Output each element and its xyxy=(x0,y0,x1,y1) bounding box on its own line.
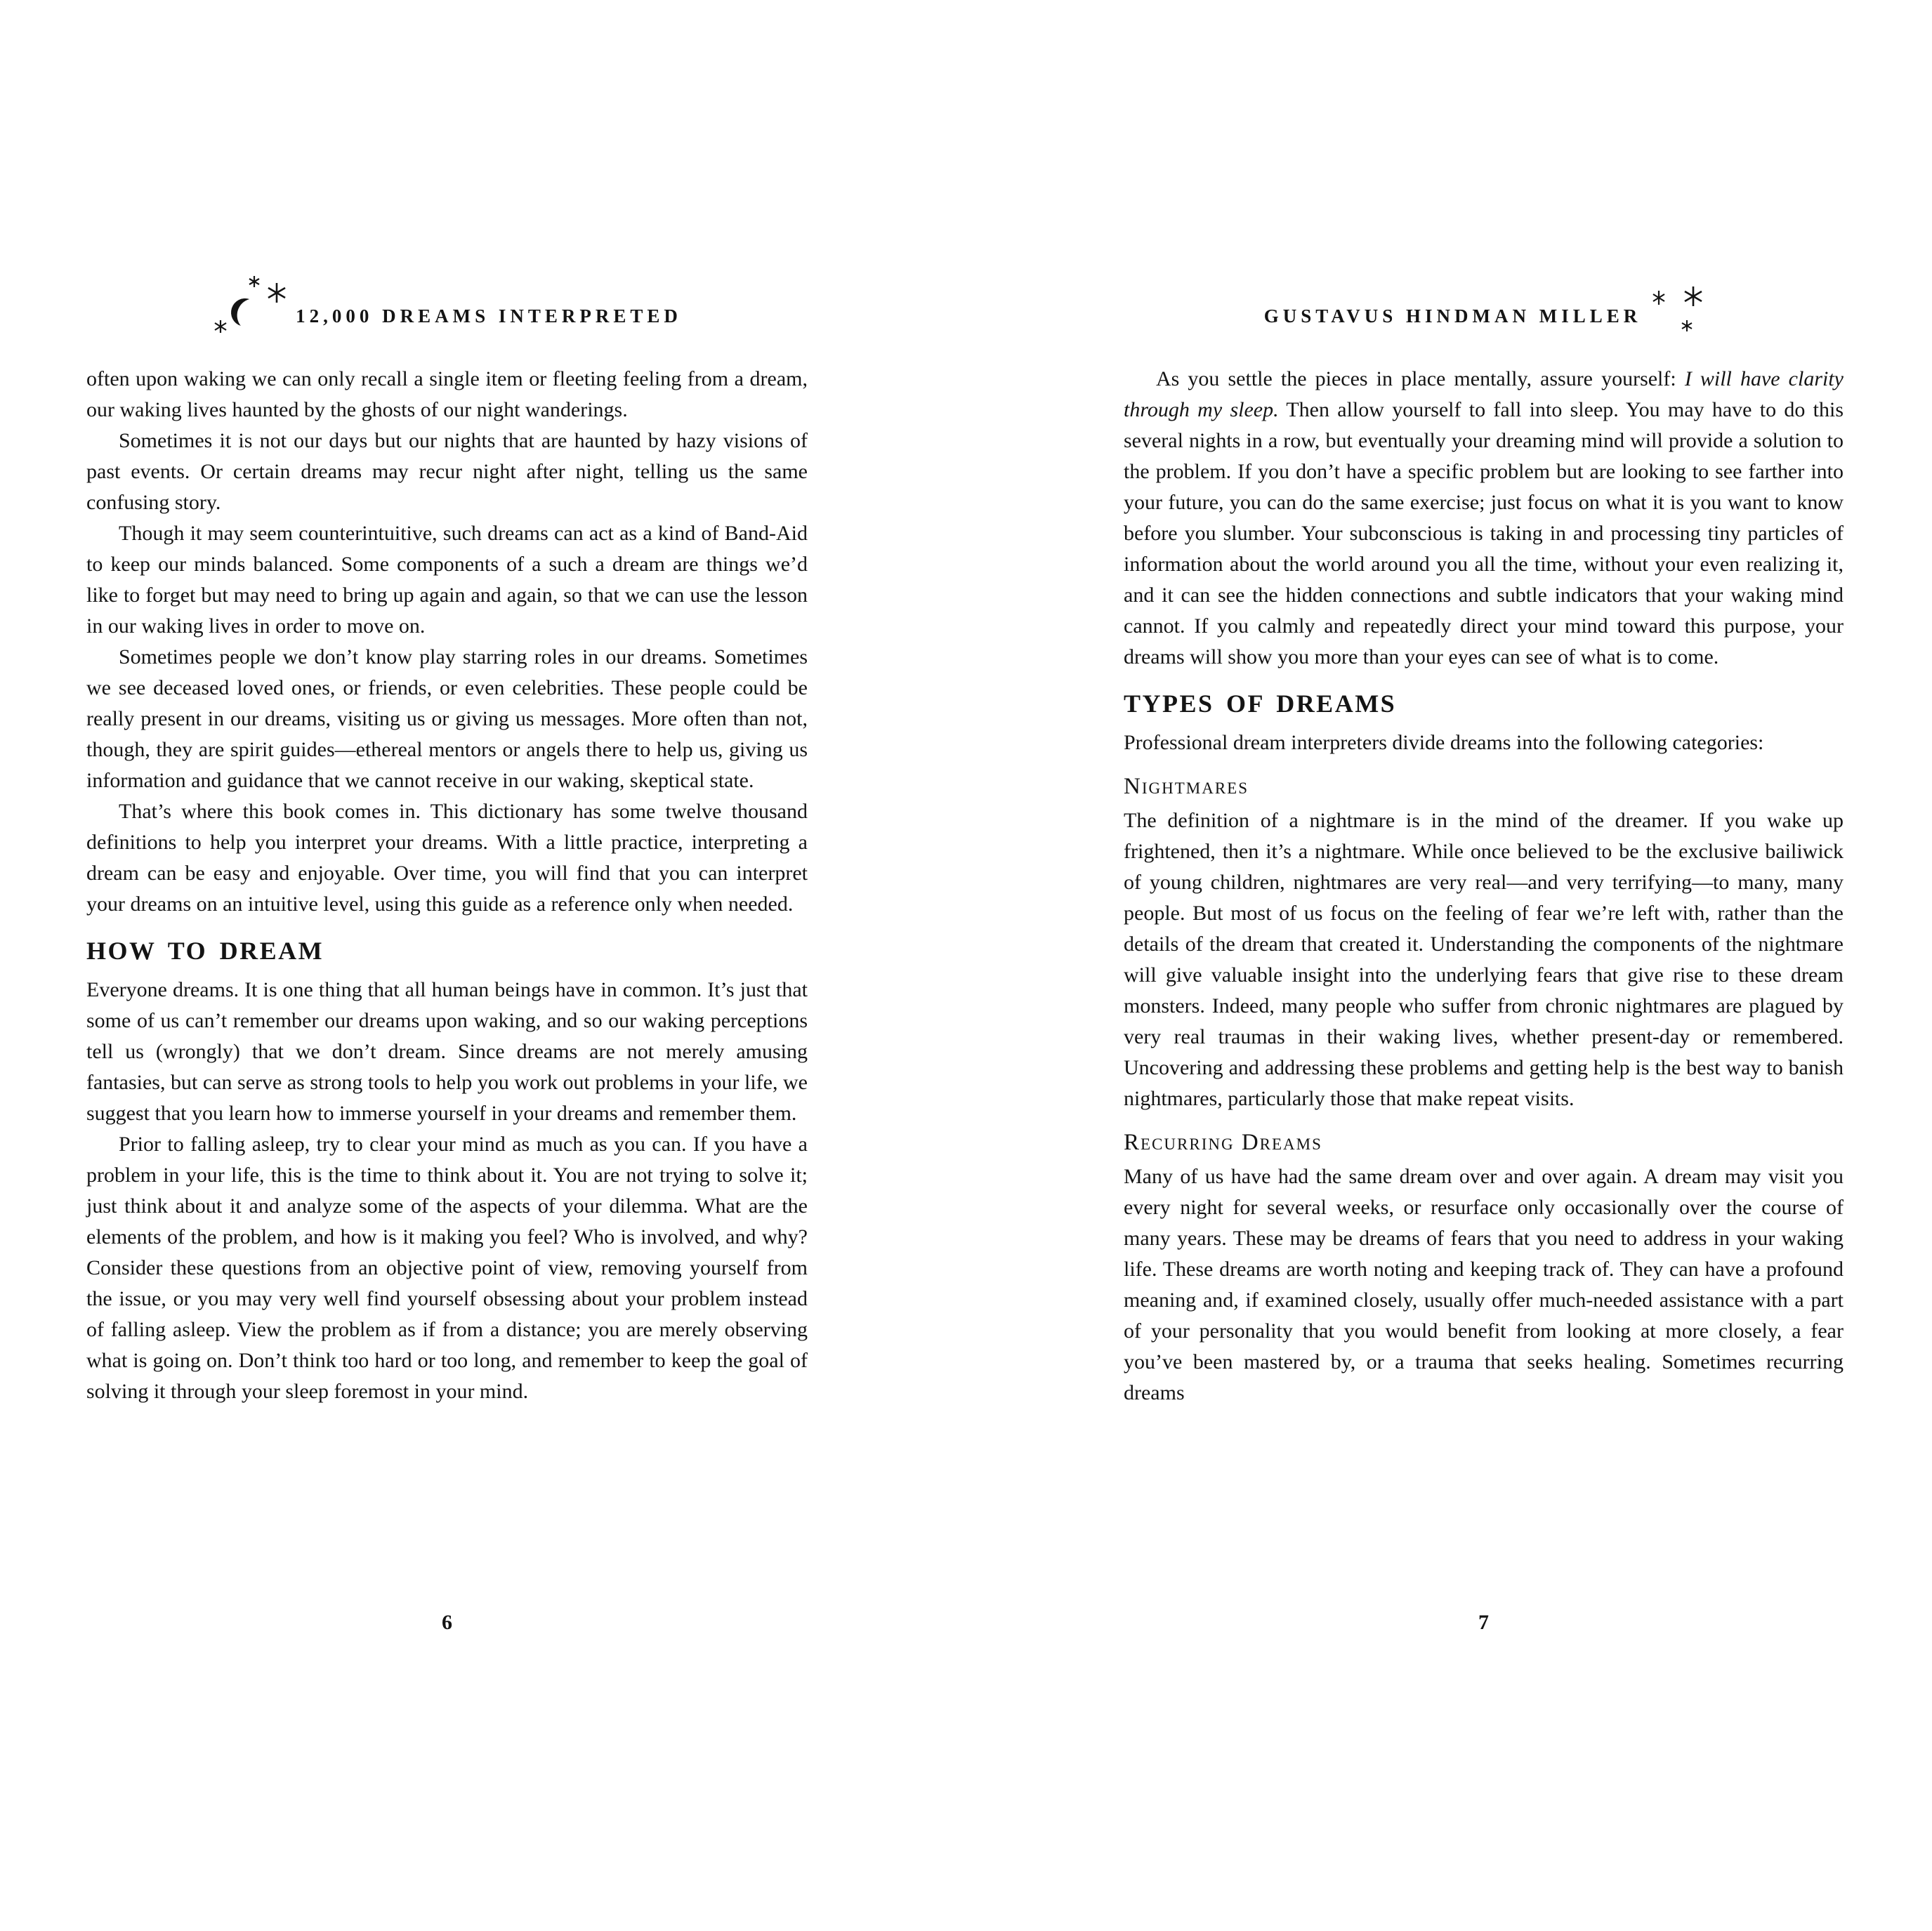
subsection-heading: Nightmares xyxy=(1124,774,1249,799)
body-paragraph xyxy=(86,426,808,518)
body-paragraph xyxy=(1124,1161,1844,1409)
star-small-left xyxy=(1653,291,1664,305)
star-small-top xyxy=(249,276,259,287)
left-page-number: 6 xyxy=(442,1611,452,1634)
left-page-body xyxy=(86,364,808,1407)
star-small-bottom xyxy=(215,320,226,333)
text-run: Then allow yourself to fall into sleep. You may have to do this several nights in a row, but eventually your dreaming mind will provide a solution to the problem. If you don’t have a specific problem but are looking to see farther into your future, you can do the same exercise; just focus on what it is you want to know before you slumber. Your subconscious is taking in and processing tiny particles of information about the world around you all the time, without your even realizing it, and it can see the hidden connections and subtle indicators that your waking mind cannot. If you calmly and repeatedly direct your mind toward this purpose, your dreams will show you more than your eyes can see of what is to come. xyxy=(1124,398,1844,668)
body-paragraph xyxy=(86,975,808,1129)
page-right xyxy=(1124,0,1844,1931)
moon-stars-icon xyxy=(212,275,286,333)
right-running-head: GUSTAVUS HINDMAN MILLER xyxy=(1263,305,1642,327)
body-paragraph xyxy=(86,1129,808,1407)
body-paragraph xyxy=(86,642,808,796)
body-paragraph xyxy=(1124,727,1844,758)
italic-text: I will have clarity through my sleep. xyxy=(1124,367,1844,421)
text-run: Everyone dreams. It is one thing that all human beings have in common. It’s just that some of us can’t remember our dreams upon waking, and so our waking perceptions tell us (wrongly) that we don’t dream. Since dreams are not merely amusing fantasies, but can serve as strong tools to help you work out problems in your life, we suggest that you learn how to immerse yourself in your dreams and remember them. xyxy=(86,978,808,1125)
body-paragraph xyxy=(1124,364,1844,673)
right-page-number: 7 xyxy=(1478,1611,1489,1634)
text-run: often upon waking we can only recall a single item or fleeting feeling from a dream, our waking lives haunted by the ghosts of our night wanderings. xyxy=(86,367,808,421)
left-running-head: 12,000 DREAMS INTERPRETED xyxy=(296,305,682,327)
text-run: That’s where this book comes in. This dictionary has some twelve thousand definitions to help you interpret your dreams. With a little practice, interpreting a dream can be easy and enjoyable. Over time, you will find that you can interpret your dreams on an intuitive level, using this guide as a reference only when needed. xyxy=(86,800,808,916)
text-run: Though it may seem counterintuitive, such dreams can act as a kind of Band-Aid to keep our minds balanced. Some components of a such a dream are things we’d like to forget but may need to bring up again and again, so that we can use the lesson in our waking lives in order to move on. xyxy=(86,522,808,638)
body-paragraph xyxy=(86,796,808,920)
section-heading: TYPES OF DREAMS xyxy=(1124,690,1397,718)
page-left xyxy=(86,0,808,1931)
text-run: Prior to falling asleep, try to clear your mind as much as you can. If you have a problem in your life, this is the time to think about it. You are not trying to solve it; just think about it and analyze some of the aspects of your dilemma. What are the elements of the problem, and how is it making you feel? Who is involved, and why? Consider these questions from an objective point of view, removing yourself from the issue, or you may very well find yourself obsessing about your problem instead of falling asleep. View the problem as if from a distance; you are merely observing what is going on. Don’t think too hard or too long, and remember to keep the goal of solving it through your sleep foremost in your mind. xyxy=(86,1133,808,1403)
section-heading: HOW TO DREAM xyxy=(86,937,324,965)
star-small-lower xyxy=(1682,320,1692,331)
text-run: Professional dream interpreters divide dreams into the following categories: xyxy=(1124,731,1764,754)
star-large xyxy=(268,283,285,303)
text-run: The definition of a nightmare is in the mind of the dreamer. If you wake up frightened, then it’s a nightmare. While once believed to be the exclusive bailiwick of young children, nightmares are very real—and very terrifying—to many, many people. But most of us focus on the feeling of fear we’re left with, rather than the details of the dream that created it. Understanding the components of the nightmare will give valuable insight into the underlying fears that give rise to these dream monsters. Indeed, many people who suffer from chronic nightmares are plagued by very real traumas in their waking lives, whether present-day or remembered. Uncovering and addressing these problems and getting help is the best way to banish nightmares, particularly those that make repeat visits. xyxy=(1124,809,1844,1110)
crescent-moon-icon xyxy=(228,295,249,326)
text-run: As you settle the pieces in place mentally, assure yourself: xyxy=(1156,367,1685,390)
body-paragraph xyxy=(86,364,808,426)
text-run: Many of us have had the same dream over and over again. A dream may visit you every night for several weeks, or resurface only occasionally over the course of many years. These may be dreams of fears that you need to address in your waking life. These dreams are worth noting and keeping track of. They can have a profound meaning and, if examined closely, usually offer much-needed assistance with a part of your personality that you would benefit from looking at more closely, a fear you’ve been mastered by, or a trauma that seeks healing. Sometimes recurring dreams xyxy=(1124,1165,1844,1404)
left-page-header xyxy=(86,275,808,333)
text-run: Sometimes people we don’t know play starring roles in our dreams. Sometimes we see deceased loved ones, or friends, or even celebrities. These people could be really present in our dreams, visiting us or giving us messages. More often than not, though, they are spirit guides—ethereal mentors or angels there to help us, giving us information and guidance that we cannot receive in our waking, skeptical state. xyxy=(86,645,808,792)
star-large-right xyxy=(1685,286,1702,306)
stars-icon xyxy=(1651,286,1703,333)
text-run: Sometimes it is not our days but our nights that are haunted by hazy visions of past events. Or certain dreams may recur night after night, telling us the same confusing story. xyxy=(86,429,808,514)
subsection-heading: Recurring Dreams xyxy=(1124,1130,1322,1155)
right-page-body xyxy=(1124,364,1844,1409)
body-paragraph xyxy=(86,518,808,642)
right-page-header xyxy=(1124,275,1844,333)
body-paragraph xyxy=(1124,805,1844,1114)
